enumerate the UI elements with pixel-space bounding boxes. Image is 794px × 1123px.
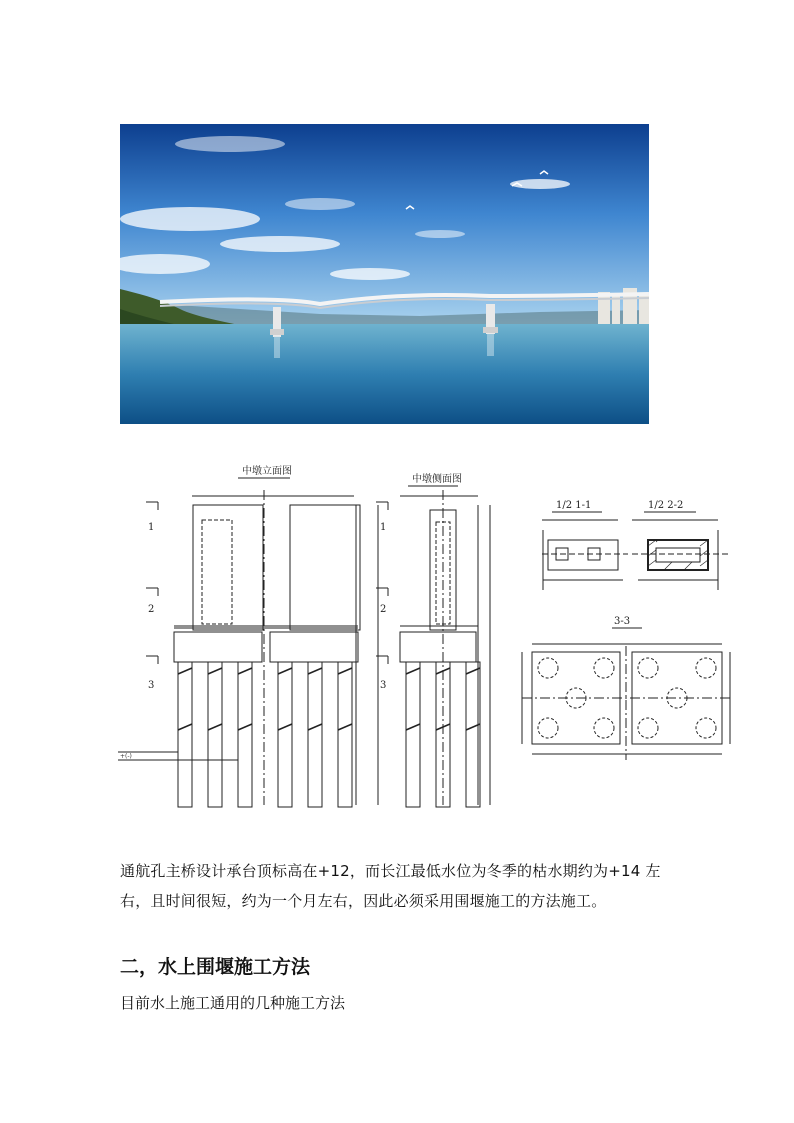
section-heading: 二，水上围堰施工方法 [120, 956, 311, 978]
marker-2-right: 2 [380, 604, 387, 615]
marker-3-right: 3 [380, 680, 387, 691]
description-paragraph [120, 856, 680, 916]
bridge-illustration [120, 124, 649, 424]
marker-2-left: 2 [148, 604, 155, 615]
side-view-title: 中墩侧面图 [412, 474, 462, 485]
section-2-title: 1/2 2-2 [648, 500, 684, 511]
front-view-title: 中墩立面图 [242, 466, 292, 477]
paragraph-line-1: 通航孔主桥设计承台顶标高在+12，而长江最低水位为冬季的枯水期约为+14 左 [120, 862, 661, 880]
marker-3-left: 3 [148, 680, 155, 691]
section-3-title: 3-3 [614, 616, 631, 627]
bridge-photo [120, 124, 649, 424]
pier-engineering-drawing [118, 460, 738, 812]
marker-1-left: 1 [148, 522, 155, 533]
marker-1-right: 1 [380, 522, 387, 533]
pier-drawing-svg [118, 460, 738, 812]
svg-text:+(-): +(-) [120, 753, 132, 760]
section-intro-text: 目前水上施工通用的几种施工方法 [120, 994, 346, 1012]
section-1-title: 1/2 1-1 [556, 500, 592, 511]
paragraph-line-2: 右，且时间很短，约为一个月左右，因此必须采用围堰施工的方法施工。 [120, 892, 607, 910]
